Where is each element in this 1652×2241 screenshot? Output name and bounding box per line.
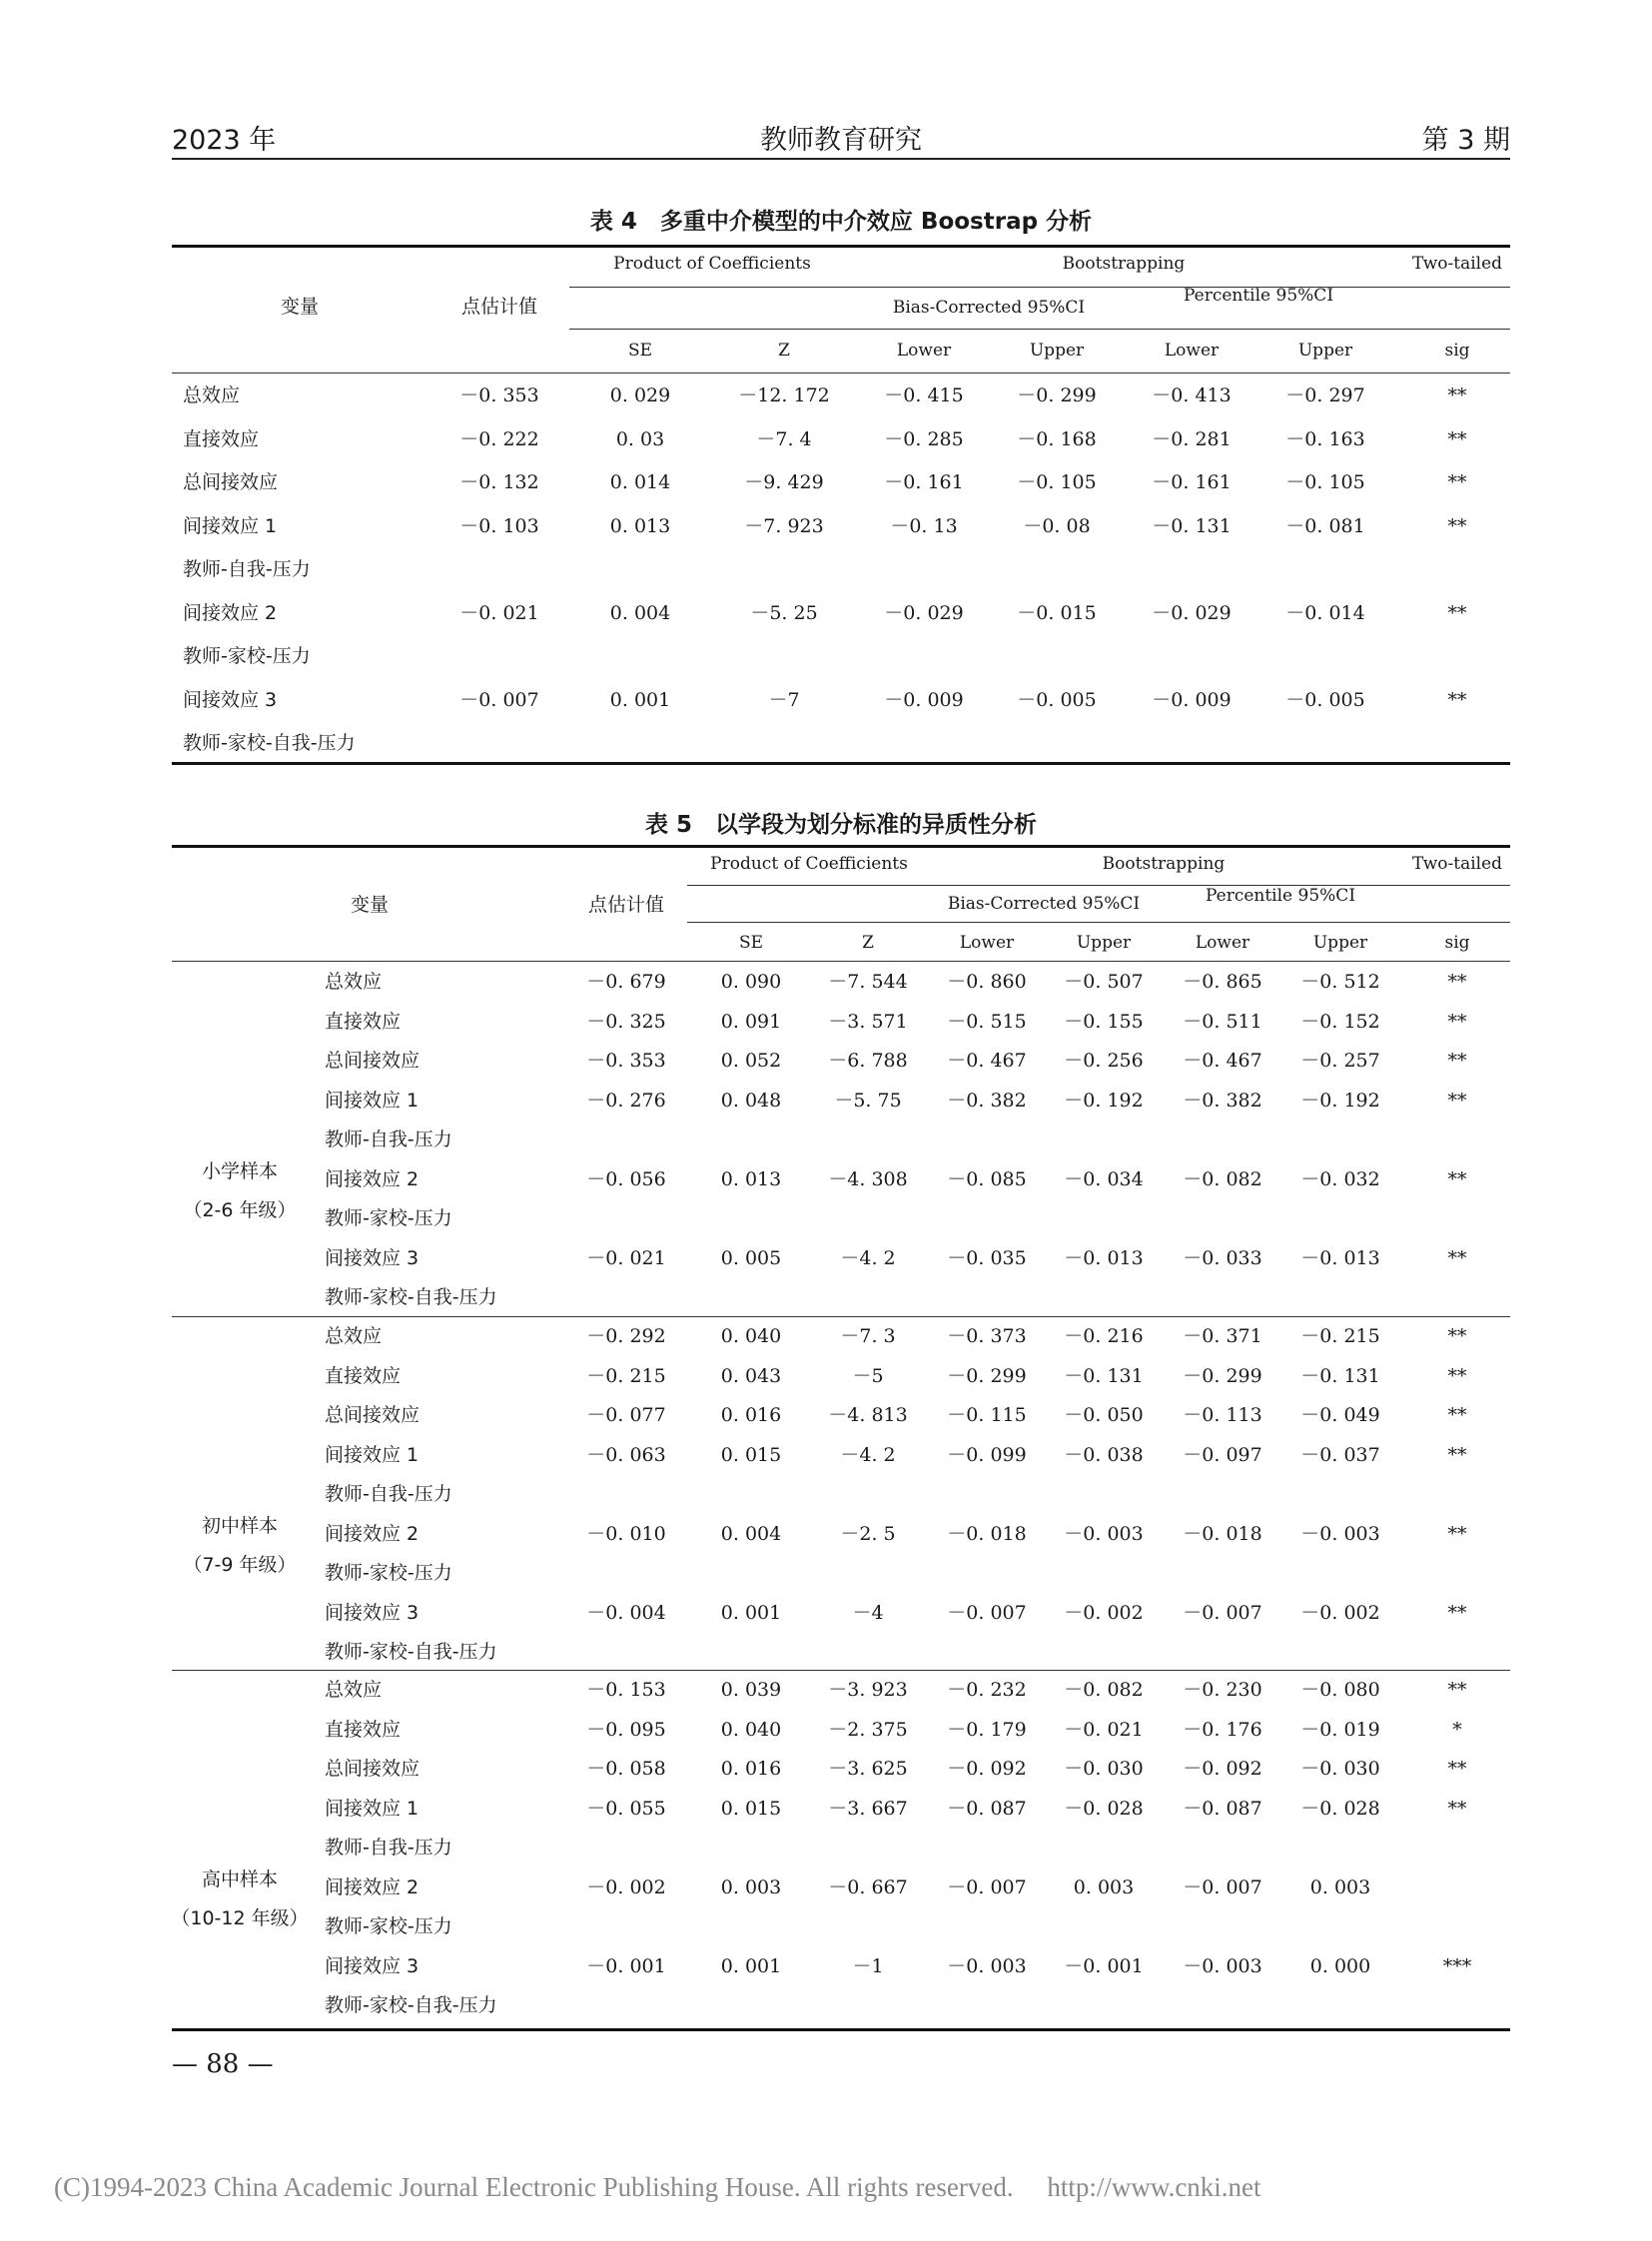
cell-p_upper: －0. 257	[1300, 1050, 1380, 1072]
cell-bc_upper: －0. 005	[1017, 688, 1097, 711]
cell-bc_upper: －0. 256	[1064, 1050, 1144, 1072]
cell-sig: **	[1447, 1797, 1467, 1820]
row-label: 间接效应 2	[325, 1875, 419, 1898]
cell-p_upper: 0. 003	[1309, 1875, 1371, 1898]
header-variable: 变量	[350, 894, 390, 916]
cell-bc_upper: －0. 030	[1064, 1758, 1144, 1780]
cell-est: －0. 021	[586, 1246, 666, 1269]
cell-bc_upper: －0. 082	[1064, 1679, 1144, 1701]
row-path: 教师-家校-自我-压力	[183, 732, 356, 754]
cell-bc_lower: －0. 018	[947, 1522, 1027, 1545]
cell-sig: **	[1447, 601, 1467, 624]
cell-z: －7. 3	[840, 1325, 896, 1347]
cell-bc_lower: －0. 415	[884, 384, 964, 406]
cell-bc_upper: －0. 168	[1017, 427, 1097, 450]
cell-p_lower: －0. 281	[1152, 427, 1232, 450]
header-z-1: Z	[778, 341, 790, 361]
cell-p_upper: －0. 163	[1285, 427, 1365, 450]
cell-bc_lower: －0. 467	[947, 1050, 1027, 1072]
table5-group-rule	[172, 1316, 1510, 1317]
row-label: 总间接效应	[325, 1050, 420, 1072]
cell-est: －0. 222	[459, 427, 539, 450]
cell-sig: **	[1447, 514, 1467, 537]
cell-bc_lower: －0. 515	[947, 1010, 1027, 1033]
cell-se: 0. 015	[720, 1443, 782, 1466]
header-z-1: Z	[862, 933, 874, 953]
group-name: 高中样本	[201, 1868, 279, 1890]
copyright-notice: (C)1994-2023 China Academic Journal Electronic Publishing House. All rights reserved. http://www.cnki.net	[54, 2172, 1261, 2202]
cell-p_upper: －0. 080	[1300, 1679, 1380, 1701]
cell-p_upper: －0. 049	[1300, 1404, 1380, 1426]
row-label: 总间接效应	[325, 1758, 420, 1780]
cell-z: －4. 2	[840, 1443, 896, 1466]
cell-sig: **	[1447, 1010, 1467, 1033]
cell-sig: **	[1447, 1404, 1467, 1426]
cell-bc_upper: －0. 131	[1064, 1364, 1144, 1387]
cell-z: －7. 4	[756, 427, 812, 450]
cell-bc_lower: －0. 085	[947, 1167, 1027, 1190]
row-path: 教师-家校-压力	[325, 1207, 452, 1229]
cell-sig: **	[1447, 1246, 1467, 1269]
cell-bc_upper: －0. 192	[1064, 1089, 1144, 1112]
cell-p_upper: －0. 105	[1285, 471, 1365, 493]
cell-p_lower: －0. 007	[1183, 1601, 1262, 1624]
header-bias-corrected: Bias-Corrected 95%CI	[892, 298, 1086, 318]
cell-est: －0. 021	[459, 601, 539, 624]
cell-bc_lower: －0. 035	[947, 1246, 1027, 1269]
cell-p_lower: －0. 007	[1183, 1875, 1262, 1898]
row-label: 直接效应	[325, 1718, 402, 1741]
cell-z: －4	[852, 1601, 884, 1624]
cell-sig: **	[1447, 1325, 1467, 1347]
cell-bc_lower: －0. 232	[947, 1679, 1027, 1701]
cell-sig: ***	[1442, 1954, 1472, 1977]
cell-bc_lower: －0. 009	[884, 688, 964, 711]
table4-subheader-rule	[569, 287, 1510, 288]
cell-bc_lower: －0. 029	[884, 601, 964, 624]
cell-bc_lower: －0. 299	[947, 1364, 1027, 1387]
cell-bc_upper: －0. 038	[1064, 1443, 1144, 1466]
cell-p_upper: －0. 297	[1285, 384, 1365, 406]
cell-bc_upper: －0. 08	[1023, 514, 1091, 537]
cell-sig: **	[1447, 1089, 1467, 1112]
row-label: 间接效应 3	[325, 1246, 419, 1269]
cell-p_upper: －0. 032	[1300, 1167, 1380, 1190]
header-year: 2023 年	[172, 125, 277, 156]
header-two-tailed: Two-tailed	[1411, 854, 1503, 874]
cell-est: －0. 001	[586, 1954, 666, 1977]
cell-p_lower: －0. 511	[1183, 1010, 1262, 1033]
header-rule	[172, 158, 1510, 160]
cell-sig: *	[1452, 1718, 1462, 1741]
row-path: 教师-自我-压力	[183, 558, 311, 580]
table5-caption: 表 5 以学段为划分标准的异质性分析	[644, 812, 1037, 838]
cell-z: －9. 429	[744, 471, 824, 493]
cell-p_upper: －0. 131	[1300, 1364, 1380, 1387]
cell-est: －0. 058	[586, 1758, 666, 1780]
header-upper-3: Upper	[1029, 341, 1085, 361]
cell-est: －0. 325	[586, 1010, 666, 1033]
row-label: 间接效应 1	[325, 1089, 419, 1112]
header-sig-6: sig	[1444, 341, 1470, 361]
group-name: 小学样本	[201, 1159, 279, 1182]
row-path: 教师-家校-压力	[183, 645, 311, 667]
cell-p_lower: －0. 467	[1183, 1050, 1262, 1072]
header-lower-4: Lower	[1164, 341, 1220, 361]
group-name: 初中样本	[201, 1514, 279, 1537]
cell-est: －0. 010	[586, 1522, 666, 1545]
cell-p_lower: －0. 033	[1183, 1246, 1262, 1269]
cell-p_lower: －0. 082	[1183, 1167, 1262, 1190]
cell-se: 0. 040	[720, 1325, 782, 1347]
cell-sig: **	[1447, 1758, 1467, 1780]
cell-bc_upper: －0. 028	[1064, 1797, 1144, 1820]
cell-se: 0. 091	[720, 1010, 782, 1033]
cell-se: 0. 001	[609, 688, 671, 711]
header-two-tailed: Two-tailed	[1411, 254, 1503, 274]
cell-p_upper: －0. 037	[1300, 1443, 1380, 1466]
header-upper-5: Upper	[1297, 341, 1353, 361]
table5-group-rule	[172, 1670, 1510, 1671]
row-path: 教师-家校-压力	[325, 1915, 452, 1937]
cell-bc_lower: －0. 13	[890, 514, 958, 537]
cell-se: 0. 016	[720, 1758, 782, 1780]
cell-p_lower: －0. 371	[1183, 1325, 1262, 1347]
cell-est: －0. 004	[586, 1601, 666, 1624]
cell-p_lower: －0. 161	[1152, 471, 1232, 493]
cell-bc_upper: －0. 003	[1064, 1522, 1144, 1545]
cell-p_lower: －0. 029	[1152, 601, 1232, 624]
cell-bc_lower: －0. 087	[947, 1797, 1027, 1820]
cell-bc_lower: －0. 007	[947, 1875, 1027, 1898]
cell-bc_upper: －0. 299	[1017, 384, 1097, 406]
cell-p_upper: －0. 192	[1300, 1089, 1380, 1112]
row-label: 间接效应 1	[325, 1443, 419, 1466]
cell-z: －1	[852, 1954, 884, 1977]
header-bootstrapping: Bootstrapping	[1102, 854, 1226, 874]
cell-bc_lower: －0. 007	[947, 1601, 1027, 1624]
table4-top-rule	[172, 245, 1510, 248]
header-lower-4: Lower	[1195, 933, 1250, 953]
row-label: 总间接效应	[325, 1404, 420, 1426]
cell-z: －3. 923	[828, 1679, 908, 1701]
cell-p_upper: －0. 002	[1300, 1601, 1380, 1624]
table4-column-rule	[569, 329, 1510, 330]
cell-bc_lower: －0. 179	[947, 1718, 1027, 1741]
cell-est: －0. 077	[586, 1404, 666, 1426]
cell-se: 0. 013	[609, 514, 671, 537]
cell-bc_upper: －0. 105	[1017, 471, 1097, 493]
cell-se: 0. 040	[720, 1718, 782, 1741]
header-percentile: Percentile 95%CI	[1183, 286, 1334, 306]
cell-est: －0. 007	[459, 688, 539, 711]
cell-sig: **	[1447, 384, 1467, 406]
row-path: 教师-家校-自我-压力	[325, 1641, 497, 1663]
cell-z: －7. 544	[828, 971, 908, 993]
cell-p_lower: －0. 382	[1183, 1089, 1262, 1112]
header-product-of-coefficients: Product of Coefficients	[613, 254, 811, 274]
row-label: 间接效应 3	[325, 1954, 419, 1977]
header-lower-2: Lower	[959, 933, 1015, 953]
cell-p_lower: －0. 230	[1183, 1679, 1262, 1701]
cell-p_lower: －0. 865	[1183, 971, 1262, 993]
cell-p_lower: －0. 097	[1183, 1443, 1262, 1466]
cell-se: 0. 004	[609, 601, 671, 624]
cell-sig: **	[1447, 1167, 1467, 1190]
cell-z: －6. 788	[828, 1050, 908, 1072]
header-bias-corrected: Bias-Corrected 95%CI	[947, 894, 1141, 914]
cell-se: 0. 090	[720, 971, 782, 993]
cell-se: 0. 048	[720, 1089, 782, 1112]
row-label: 间接效应 3	[183, 688, 278, 711]
cell-p_lower: －0. 299	[1183, 1364, 1262, 1387]
row-label: 间接效应 2	[325, 1167, 419, 1190]
cell-est: －0. 132	[459, 471, 539, 493]
row-label: 直接效应	[325, 1010, 402, 1033]
cell-p_lower: －0. 009	[1152, 688, 1232, 711]
group-grades: （7-9 年级）	[183, 1554, 297, 1577]
header-product-of-coefficients: Product of Coefficients	[710, 854, 908, 874]
header-bootstrapping: Bootstrapping	[1062, 254, 1186, 274]
row-label: 间接效应 3	[325, 1601, 419, 1624]
header-variable: 变量	[280, 296, 320, 318]
header-sig-6: sig	[1444, 933, 1470, 953]
row-label: 直接效应	[183, 427, 260, 450]
row-label: 总效应	[325, 1325, 383, 1347]
cell-bc_upper: －0. 002	[1064, 1601, 1144, 1624]
row-label: 间接效应 2	[325, 1522, 419, 1545]
cell-est: －0. 215	[586, 1364, 666, 1387]
row-label: 间接效应 1	[183, 514, 278, 537]
header-journal: 教师教育研究	[760, 125, 922, 156]
cell-est: －0. 002	[586, 1875, 666, 1898]
cell-p_lower: －0. 018	[1183, 1522, 1262, 1545]
cell-z: －3. 667	[828, 1797, 908, 1820]
cell-bc_lower: －0. 860	[947, 971, 1027, 993]
row-label: 总效应	[325, 971, 383, 993]
cell-z: －5. 25	[750, 601, 818, 624]
cell-z: －3. 571	[828, 1010, 908, 1033]
cell-bc_upper: －0. 507	[1064, 971, 1144, 993]
row-path: 教师-家校-自我-压力	[325, 1286, 497, 1308]
row-path: 教师-家校-自我-压力	[325, 1994, 497, 2016]
cell-sig: **	[1447, 471, 1467, 493]
cell-est: －0. 055	[586, 1797, 666, 1820]
row-path: 教师-自我-压力	[325, 1483, 452, 1505]
cell-p_upper: －0. 512	[1300, 971, 1380, 993]
cell-p_upper: －0. 081	[1285, 514, 1365, 537]
cell-p_upper: －0. 028	[1300, 1797, 1380, 1820]
cell-p_upper: －0. 003	[1300, 1522, 1380, 1545]
row-label: 总效应	[325, 1679, 383, 1701]
cell-bc_lower: －0. 373	[947, 1325, 1027, 1347]
row-label: 总间接效应	[183, 471, 279, 493]
cell-p_upper: －0. 215	[1300, 1325, 1380, 1347]
cell-sig: **	[1447, 1443, 1467, 1466]
cell-bc_lower: －0. 003	[947, 1954, 1027, 1977]
row-path: 教师-自我-压力	[325, 1128, 452, 1150]
cell-est: －0. 292	[586, 1325, 666, 1347]
cell-p_lower: －0. 113	[1183, 1404, 1262, 1426]
cell-est: －0. 095	[586, 1718, 666, 1741]
cell-est: －0. 063	[586, 1443, 666, 1466]
header-issue: 第 3 期	[1421, 125, 1510, 156]
table4-bottom-rule	[172, 762, 1510, 765]
header-se-0: SE	[738, 933, 764, 953]
header-point-estimate: 点估计值	[587, 894, 665, 916]
cell-bc_lower: －0. 115	[947, 1404, 1027, 1426]
cell-bc_upper: －0. 155	[1064, 1010, 1144, 1033]
cell-se: 0. 052	[720, 1050, 782, 1072]
row-path: 教师-自我-压力	[325, 1837, 452, 1859]
cell-z: －4. 2	[840, 1246, 896, 1269]
cell-z: －4. 308	[828, 1167, 908, 1190]
cell-bc_upper: －0. 034	[1064, 1167, 1144, 1190]
cell-z: －3. 625	[828, 1758, 908, 1780]
cell-p_lower: －0. 087	[1183, 1797, 1262, 1820]
cell-p_upper: －0. 014	[1285, 601, 1365, 624]
cell-se: 0. 001	[720, 1954, 782, 1977]
cell-z: －0. 667	[828, 1875, 908, 1898]
cell-z: －7	[768, 688, 800, 711]
cell-sig: **	[1447, 427, 1467, 450]
cell-se: 0. 029	[609, 384, 671, 406]
cell-sig: **	[1447, 688, 1467, 711]
cell-sig: **	[1447, 1522, 1467, 1545]
cell-p_lower: －0. 176	[1183, 1718, 1262, 1741]
header-lower-2: Lower	[896, 341, 952, 361]
row-label: 间接效应 2	[183, 601, 278, 624]
cell-bc_lower: －0. 161	[884, 471, 964, 493]
header-point-estimate: 点估计值	[460, 296, 538, 318]
cell-sig: **	[1447, 1601, 1467, 1624]
cell-bc_upper: －0. 216	[1064, 1325, 1144, 1347]
cell-bc_lower: －0. 092	[947, 1758, 1027, 1780]
cell-p_upper: －0. 013	[1300, 1246, 1380, 1269]
table4-caption: 表 4 多重中介模型的中介效应 Boostrap 分析	[589, 209, 1093, 235]
table5-top-rule	[172, 845, 1510, 848]
cell-se: 0. 016	[720, 1404, 782, 1426]
page-number: — 88 —	[172, 2049, 274, 2079]
cell-est: －0. 679	[586, 971, 666, 993]
cell-se: 0. 039	[720, 1679, 782, 1701]
cell-bc_upper: －0. 015	[1017, 601, 1097, 624]
cell-bc_upper: －0. 021	[1064, 1718, 1144, 1741]
cell-sig: **	[1447, 1679, 1467, 1701]
cell-p_upper: －0. 019	[1300, 1718, 1380, 1741]
cell-sig: **	[1447, 1364, 1467, 1387]
header-se-0: SE	[627, 341, 653, 361]
cell-p_upper: －0. 005	[1285, 688, 1365, 711]
cell-bc_upper: －0. 001	[1064, 1954, 1144, 1977]
row-label: 间接效应 1	[325, 1797, 419, 1820]
table5-bottom-rule	[172, 2028, 1510, 2031]
cell-z: －4. 813	[828, 1404, 908, 1426]
cell-p_lower: －0. 413	[1152, 384, 1232, 406]
cell-z: －7. 923	[744, 514, 824, 537]
cell-p_upper: 0. 000	[1309, 1954, 1371, 1977]
cell-z: －5	[852, 1364, 884, 1387]
cell-est: －0. 103	[459, 514, 539, 537]
cell-se: 0. 003	[720, 1875, 782, 1898]
cell-sig: **	[1447, 1050, 1467, 1072]
cell-p_lower: －0. 003	[1183, 1954, 1262, 1977]
cell-p_lower: －0. 131	[1152, 514, 1232, 537]
table4-header-bottom-rule	[172, 373, 1510, 374]
cell-p_lower: －0. 092	[1183, 1758, 1262, 1780]
header-upper-5: Upper	[1312, 933, 1368, 953]
cell-bc_upper: －0. 013	[1064, 1246, 1144, 1269]
cell-se: 0. 043	[720, 1364, 782, 1387]
cell-est: －0. 353	[459, 384, 539, 406]
group-grades: （10-12 年级）	[171, 1907, 309, 1930]
cell-bc_lower: －0. 285	[884, 427, 964, 450]
cell-p_upper: －0. 030	[1300, 1758, 1380, 1780]
row-label: 直接效应	[325, 1364, 402, 1387]
cell-sig: **	[1447, 971, 1467, 993]
table5-column-rule	[687, 922, 1510, 923]
cell-se: 0. 004	[720, 1522, 782, 1545]
cell-se: 0. 005	[720, 1246, 782, 1269]
running-header	[172, 118, 1510, 158]
cell-est: －0. 276	[586, 1089, 666, 1112]
cell-bc_upper: －0. 050	[1064, 1404, 1144, 1426]
cell-bc_lower: －0. 099	[947, 1443, 1027, 1466]
cell-p_upper: －0. 152	[1300, 1010, 1380, 1033]
row-label: 总效应	[183, 384, 241, 406]
cell-z: －5. 75	[834, 1089, 902, 1112]
cell-est: －0. 353	[586, 1050, 666, 1072]
cell-se: 0. 014	[609, 471, 671, 493]
cell-est: －0. 056	[586, 1167, 666, 1190]
header-percentile: Percentile 95%CI	[1205, 886, 1356, 906]
cell-z: －12. 172	[738, 384, 830, 406]
cell-z: －2. 5	[840, 1522, 896, 1545]
cell-bc_lower: －0. 382	[947, 1089, 1027, 1112]
cell-se: 0. 015	[720, 1797, 782, 1820]
cell-est: －0. 153	[586, 1679, 666, 1701]
table5-header-bottom-rule	[172, 961, 1510, 962]
cell-se: 0. 03	[615, 427, 665, 450]
table5-subheader-rule	[687, 885, 1510, 886]
group-grades: （2-6 年级）	[183, 1199, 297, 1222]
cell-se: 0. 001	[720, 1601, 782, 1624]
header-upper-3: Upper	[1076, 933, 1132, 953]
cell-se: 0. 013	[720, 1167, 782, 1190]
cell-bc_upper: 0. 003	[1073, 1875, 1135, 1898]
row-path: 教师-家校-压力	[325, 1562, 452, 1584]
cell-z: －2. 375	[828, 1718, 908, 1741]
